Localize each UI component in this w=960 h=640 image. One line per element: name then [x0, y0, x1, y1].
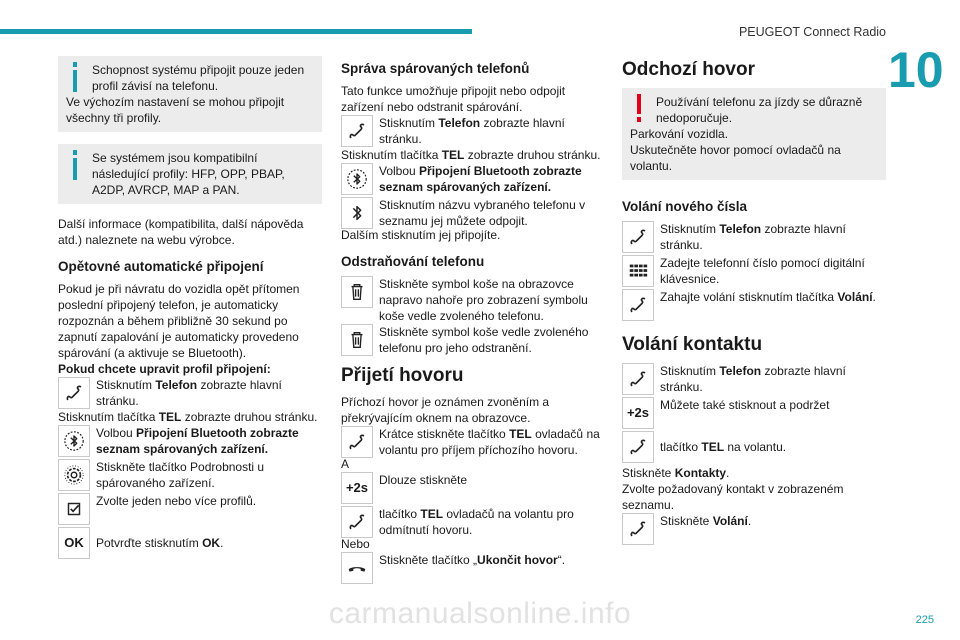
paragraph: Zvolte požadovaný kontakt v zobrazeném seznamu.: [622, 482, 844, 512]
heading-auto-reconnect: Opětovné automatické připojení: [58, 259, 264, 274]
step-tel: tlačítko TEL na volantu.: [622, 431, 886, 465]
step-tel-reject: tlačítko TEL ovladačů na volantu pro odmítnutí hovoru.: [341, 506, 609, 540]
paragraph: A: [341, 457, 350, 471]
step-tel-short: Krátce stiskněte tlačítko TEL ovladačů na volantu pro příjem příchozího hovoru.: [341, 426, 609, 460]
heading-delete-phone: Odstraňování telefonu: [341, 254, 485, 269]
trash-icon: [341, 324, 373, 356]
warning-note: [622, 88, 886, 180]
trash-icon: [341, 276, 373, 308]
phone-icon: [341, 426, 373, 458]
step-call: Zahajte volání stisknutím tlačítka Volání.: [622, 289, 886, 323]
paragraph: Nebo: [341, 537, 370, 551]
step-phone: Stisknutím Telefon zobrazte hlavní stránku.: [622, 221, 886, 255]
step-bluetooth: Volbou Připojení Bluetooth zobrazte seznam spárovaných zařízení.: [341, 163, 609, 197]
phone-icon: [622, 513, 654, 545]
paragraph: Stisknutím tlačítka TEL zobrazte druhou stránku.: [58, 410, 318, 424]
heading-receive-call: Přijetí hovoru: [341, 365, 464, 386]
column-1: [58, 56, 322, 561]
paragraph: Příchozí hovor je oznámen zvoněním a překrývajícím oknem na obrazovce.: [341, 395, 550, 425]
paragraph: Stiskněte Kontakty.: [622, 466, 730, 480]
info-note-compat: [58, 144, 322, 204]
note-text: Se systémem jsou kompatibilní následující profily: HFP, OPP, PBAP, A2DP, AVRCP, MAP a PAN.: [92, 151, 285, 197]
note-text: Schopnost systému připojit pouze jeden profil závisí na telefonu.: [92, 63, 305, 93]
ok-icon: OK: [58, 527, 90, 559]
note-text: Používání telefonu za jízdy se důrazně nedoporučuje.: [656, 95, 863, 125]
phone-icon: [622, 289, 654, 321]
step-long-press: +2s Můžete také stisknout a podržet: [622, 397, 886, 431]
column-3: [622, 58, 886, 547]
info-icon: [68, 62, 82, 94]
paragraph-bold: Pokud chcete upravit profil připojení:: [58, 362, 271, 376]
step-disconnect: Stisknutím názvu vybraného telefonu v seznamu jej můžete odpojit.: [341, 197, 609, 231]
step-bluetooth: Volbou Připojení Bluetooth zobrazte seznam spárovaných zařízení.: [58, 425, 322, 459]
note-text: Parkování vozidla.: [630, 127, 729, 141]
heading-manage-phones: Správa spárovaných telefonů: [341, 61, 530, 76]
paragraph: Stisknutím tlačítka TEL zobrazte druhou stránku.: [341, 148, 601, 162]
header-accent-bar: [0, 29, 472, 34]
bluetooth-connect-icon: [341, 163, 373, 195]
phone-icon: [622, 221, 654, 253]
step-profiles: Zvolte jeden nebo více profilů.: [58, 493, 322, 527]
step-details: Stiskněte tlačítko Podrobnosti u spárovaného zařízení.: [58, 459, 322, 493]
step-trash-confirm: Stiskněte symbol koše vedle zvoleného telefonu pro jeho odstranění.: [341, 324, 609, 358]
step-phone: Stisknutím Telefon zobrazte hlavní stránku.: [341, 115, 609, 149]
checkbox-icon: [58, 493, 90, 525]
header-title: PEUGEOT Connect Radio: [738, 25, 886, 39]
step-ok: OK Potvrďte stisknutím OK.: [58, 527, 322, 561]
info-note-profiles: [58, 56, 322, 132]
long-press-icon: +2s: [622, 397, 654, 429]
phone-icon: [58, 377, 90, 409]
note-text: Uskutečněte hovor pomocí ovladačů na volantu.: [630, 143, 841, 173]
step-hangup: Stiskněte tlačítko „Ukončit hovor“.: [341, 552, 609, 586]
bluetooth-connect-icon: [58, 425, 90, 457]
heading-new-number: Volání nového čísla: [622, 199, 748, 214]
info-icon: [68, 150, 82, 182]
info-paragraph: Další informace (kompatibilita, další nápověda atd.) naleznete na webu výrobce.: [58, 217, 304, 247]
step-long-press: +2s Dlouze stiskněte: [341, 472, 609, 506]
note-text: Ve výchozím nastavení se mohou připojit všechny tři profily.: [66, 95, 285, 125]
step-phone: Stisknutím Telefon zobrazte hlavní stránku.: [58, 377, 322, 411]
step-trash: Stiskněte symbol koše na obrazovce napravo nahoře pro zobrazení symbolu koše vedle zvoleného telefonu.: [341, 276, 609, 324]
step-keypad: Zadejte telefonní číslo pomocí digitální klávesnice.: [622, 255, 886, 289]
hang-up-icon: [341, 552, 373, 584]
bluetooth-icon: [341, 197, 373, 229]
paragraph: Dalším stisknutím jej připojíte.: [341, 228, 501, 242]
column-2: [341, 60, 609, 586]
long-press-icon: +2s: [341, 472, 373, 504]
phone-icon: [341, 115, 373, 147]
step-call-contact: Stiskněte Volání.: [622, 513, 886, 547]
phone-icon: [341, 506, 373, 538]
warning-icon: [632, 94, 646, 126]
page-number: 225: [915, 614, 934, 626]
keypad-icon: [622, 255, 654, 287]
paragraph: Pokud je při návratu do vozidla opět přítomen poslední připojený telefon, je automaticky rozpoznán a během přibližně 30 sekund po zapnutí zapalování je automaticky provedeno spárování (a aktivuje se Bluetooth).: [58, 282, 300, 360]
chapter-number: 10: [888, 42, 944, 98]
step-phone: Stisknutím Telefon zobrazte hlavní stránku.: [622, 363, 886, 397]
watermark: carmanualsonline.info: [328, 597, 632, 630]
paragraph: Tato funkce umožňuje připojit nebo odpojit zařízení nebo odstranit spárování.: [341, 84, 566, 114]
heading-call-contact: Volání kontaktu: [622, 334, 763, 355]
phone-icon: [622, 431, 654, 463]
gear-icon: [58, 459, 90, 491]
phone-icon: [622, 363, 654, 395]
heading-outgoing-call: Odchozí hovor: [622, 59, 755, 80]
